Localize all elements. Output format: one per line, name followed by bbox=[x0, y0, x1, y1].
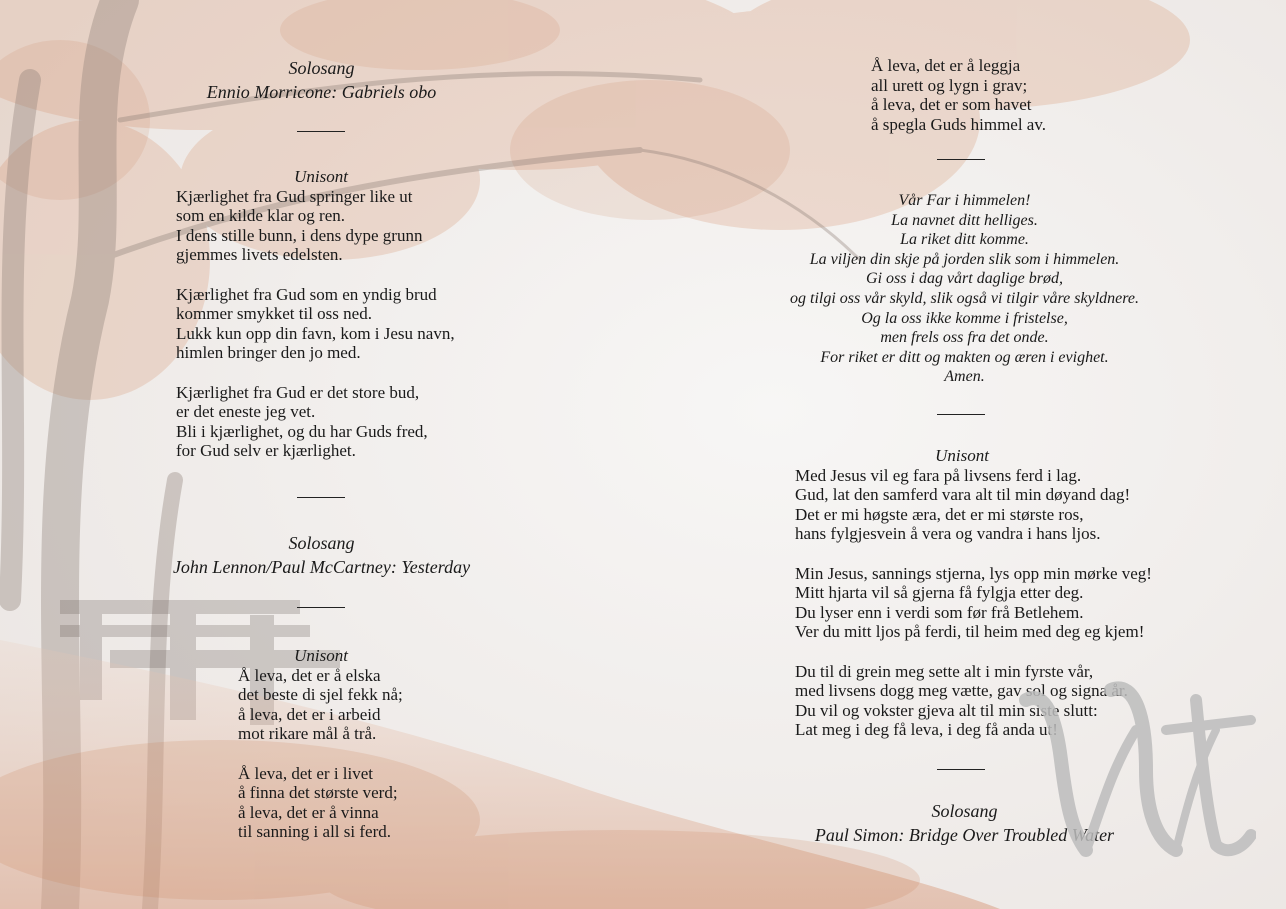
verse-line: Lukk kun opp din favn, kom i Jesu navn, bbox=[176, 323, 455, 343]
verse-line: er det eneste jeg vet. bbox=[176, 402, 316, 422]
divider-rule bbox=[937, 414, 985, 415]
verse-line: himlen bringer den jo med. bbox=[176, 343, 361, 363]
piece-title: Ennio Morricone: Gabriels obo bbox=[206, 82, 437, 102]
divider-rule bbox=[297, 607, 345, 608]
stanza bbox=[238, 764, 404, 842]
verse-line: Det er mi høgste æra, det er mi største ros, bbox=[795, 504, 1084, 524]
verse-line: Du lyser enn i verdi som før frå Betlehem. bbox=[795, 602, 1084, 622]
verse-line: I dens stille bunn, i dens dype grunn bbox=[176, 225, 423, 245]
verse-line: Lat meg i deg få leva, i deg få anda ut! bbox=[795, 720, 1058, 740]
prayer-line: Amen. bbox=[944, 368, 985, 386]
lords-prayer bbox=[643, 191, 1286, 387]
verse-line: Kjærlighet fra Gud er det store bud, bbox=[176, 382, 420, 402]
verse-line: som en kilde klar og ren. bbox=[176, 206, 346, 226]
verse-line: gjemmes livets edelsten. bbox=[176, 245, 343, 265]
hymn-unisont-2 bbox=[238, 646, 404, 842]
stanza bbox=[176, 285, 466, 363]
verse-line: å finna det største verd; bbox=[238, 783, 398, 803]
verse-line: med livsens dogg meg vætte, gav sol og signa år. bbox=[795, 681, 1128, 701]
verse-line: å leva, det er å vinna bbox=[238, 802, 379, 822]
divider-rule bbox=[297, 497, 345, 498]
verse-line: for Gud selv er kjærlighet. bbox=[176, 441, 356, 461]
hymn-continuation bbox=[871, 56, 1046, 134]
divider-rule bbox=[937, 159, 985, 160]
prayer-line: og tilgi oss vår skyld, slik også vi tilgir våre skyldnere. bbox=[790, 289, 1139, 307]
prayer-line: For riket er ditt og makten og æren i evighet. bbox=[820, 348, 1109, 366]
section-label: Solosang bbox=[288, 58, 355, 78]
stanza bbox=[238, 666, 404, 744]
verse-line: Ver du mitt ljos på ferdi, til heim med deg eg kjem! bbox=[795, 622, 1145, 642]
verse-line: å spegla Guds himmel av. bbox=[871, 114, 1046, 134]
section-label: Unisont bbox=[294, 646, 348, 665]
stanza bbox=[176, 383, 466, 461]
verse-line: å leva, det er som havet bbox=[871, 95, 1032, 115]
piece-title: Paul Simon: Bridge Over Troubled Water bbox=[814, 825, 1115, 845]
prayer-line: Og la oss ikke komme i fristelse, bbox=[861, 309, 1068, 327]
section-label: Unisont bbox=[294, 167, 348, 186]
verse-line: Å leva, det er å leggja bbox=[871, 56, 1021, 75]
verse-line: Du til di grein meg sette alt i min fyrste vår, bbox=[795, 661, 1094, 681]
verse-line: Å leva, det er å elska bbox=[238, 665, 381, 685]
verse-line: Bli i kjærlighet, og du har Guds fred, bbox=[176, 421, 428, 441]
solosang-section-2 bbox=[0, 531, 643, 579]
verse-line: å leva, det er i arbeid bbox=[238, 704, 381, 724]
prayer-line: Vår Far i himmelen! bbox=[898, 192, 1031, 209]
verse-line: til sanning i all si ferd. bbox=[238, 822, 391, 842]
hymn-unisont-1 bbox=[176, 167, 466, 461]
piece-title: John Lennon/Paul McCartney: Yesterday bbox=[172, 557, 471, 577]
stanza bbox=[871, 56, 1046, 134]
divider-rule bbox=[937, 769, 985, 770]
verse-line: hans fylgjesvein å vera og vandra i hans ljos. bbox=[795, 524, 1101, 544]
prayer-line: La riket ditt komme. bbox=[900, 231, 1029, 249]
verse-line: Du vil og vokster gjeva alt til min siste slutt: bbox=[795, 700, 1098, 720]
prayer-line: La navnet ditt helliges. bbox=[891, 211, 1038, 229]
verse-line: all urett og lygn i grav; bbox=[871, 75, 1028, 95]
verse-line: Med Jesus vil eg fara på livsens ferd i lag. bbox=[795, 465, 1082, 485]
wt-monogram-logo-icon bbox=[1016, 660, 1256, 860]
verse-line: det beste di sjel fekk nå; bbox=[238, 685, 403, 705]
divider-rule bbox=[297, 131, 345, 132]
verse-line: Min Jesus, sannings stjerna, lys opp min mørke veg! bbox=[795, 563, 1152, 583]
prayer-line: La viljen din skje på jorden slik som i himmelen. bbox=[809, 250, 1120, 268]
verse-line: Kjærlighet fra Gud springer like ut bbox=[176, 186, 413, 206]
section-label: Solosang bbox=[288, 533, 355, 553]
stanza bbox=[176, 187, 466, 265]
verse-line: kommer smykket til oss ned. bbox=[176, 304, 372, 324]
section-label: Unisont bbox=[935, 446, 989, 465]
stanza bbox=[795, 466, 1152, 544]
prayer-line: men frels oss fra det onde. bbox=[880, 329, 1049, 347]
solosang-section-1 bbox=[0, 56, 643, 104]
verse-line: mot rikare mål å trå. bbox=[238, 724, 377, 744]
verse-line: Kjærlighet fra Gud som en yndig brud bbox=[176, 284, 437, 304]
prayer-line: Gi oss i dag vårt daglige brød, bbox=[866, 270, 1063, 288]
stanza bbox=[795, 564, 1152, 642]
verse-line: Å leva, det er i livet bbox=[238, 763, 374, 783]
verse-line: Gud, lat den samferd vara alt til min døyand dag! bbox=[795, 485, 1131, 505]
verse-line: Mitt hjarta vil så gjerna få fylgja etter deg. bbox=[795, 583, 1084, 603]
section-label: Solosang bbox=[931, 801, 998, 821]
